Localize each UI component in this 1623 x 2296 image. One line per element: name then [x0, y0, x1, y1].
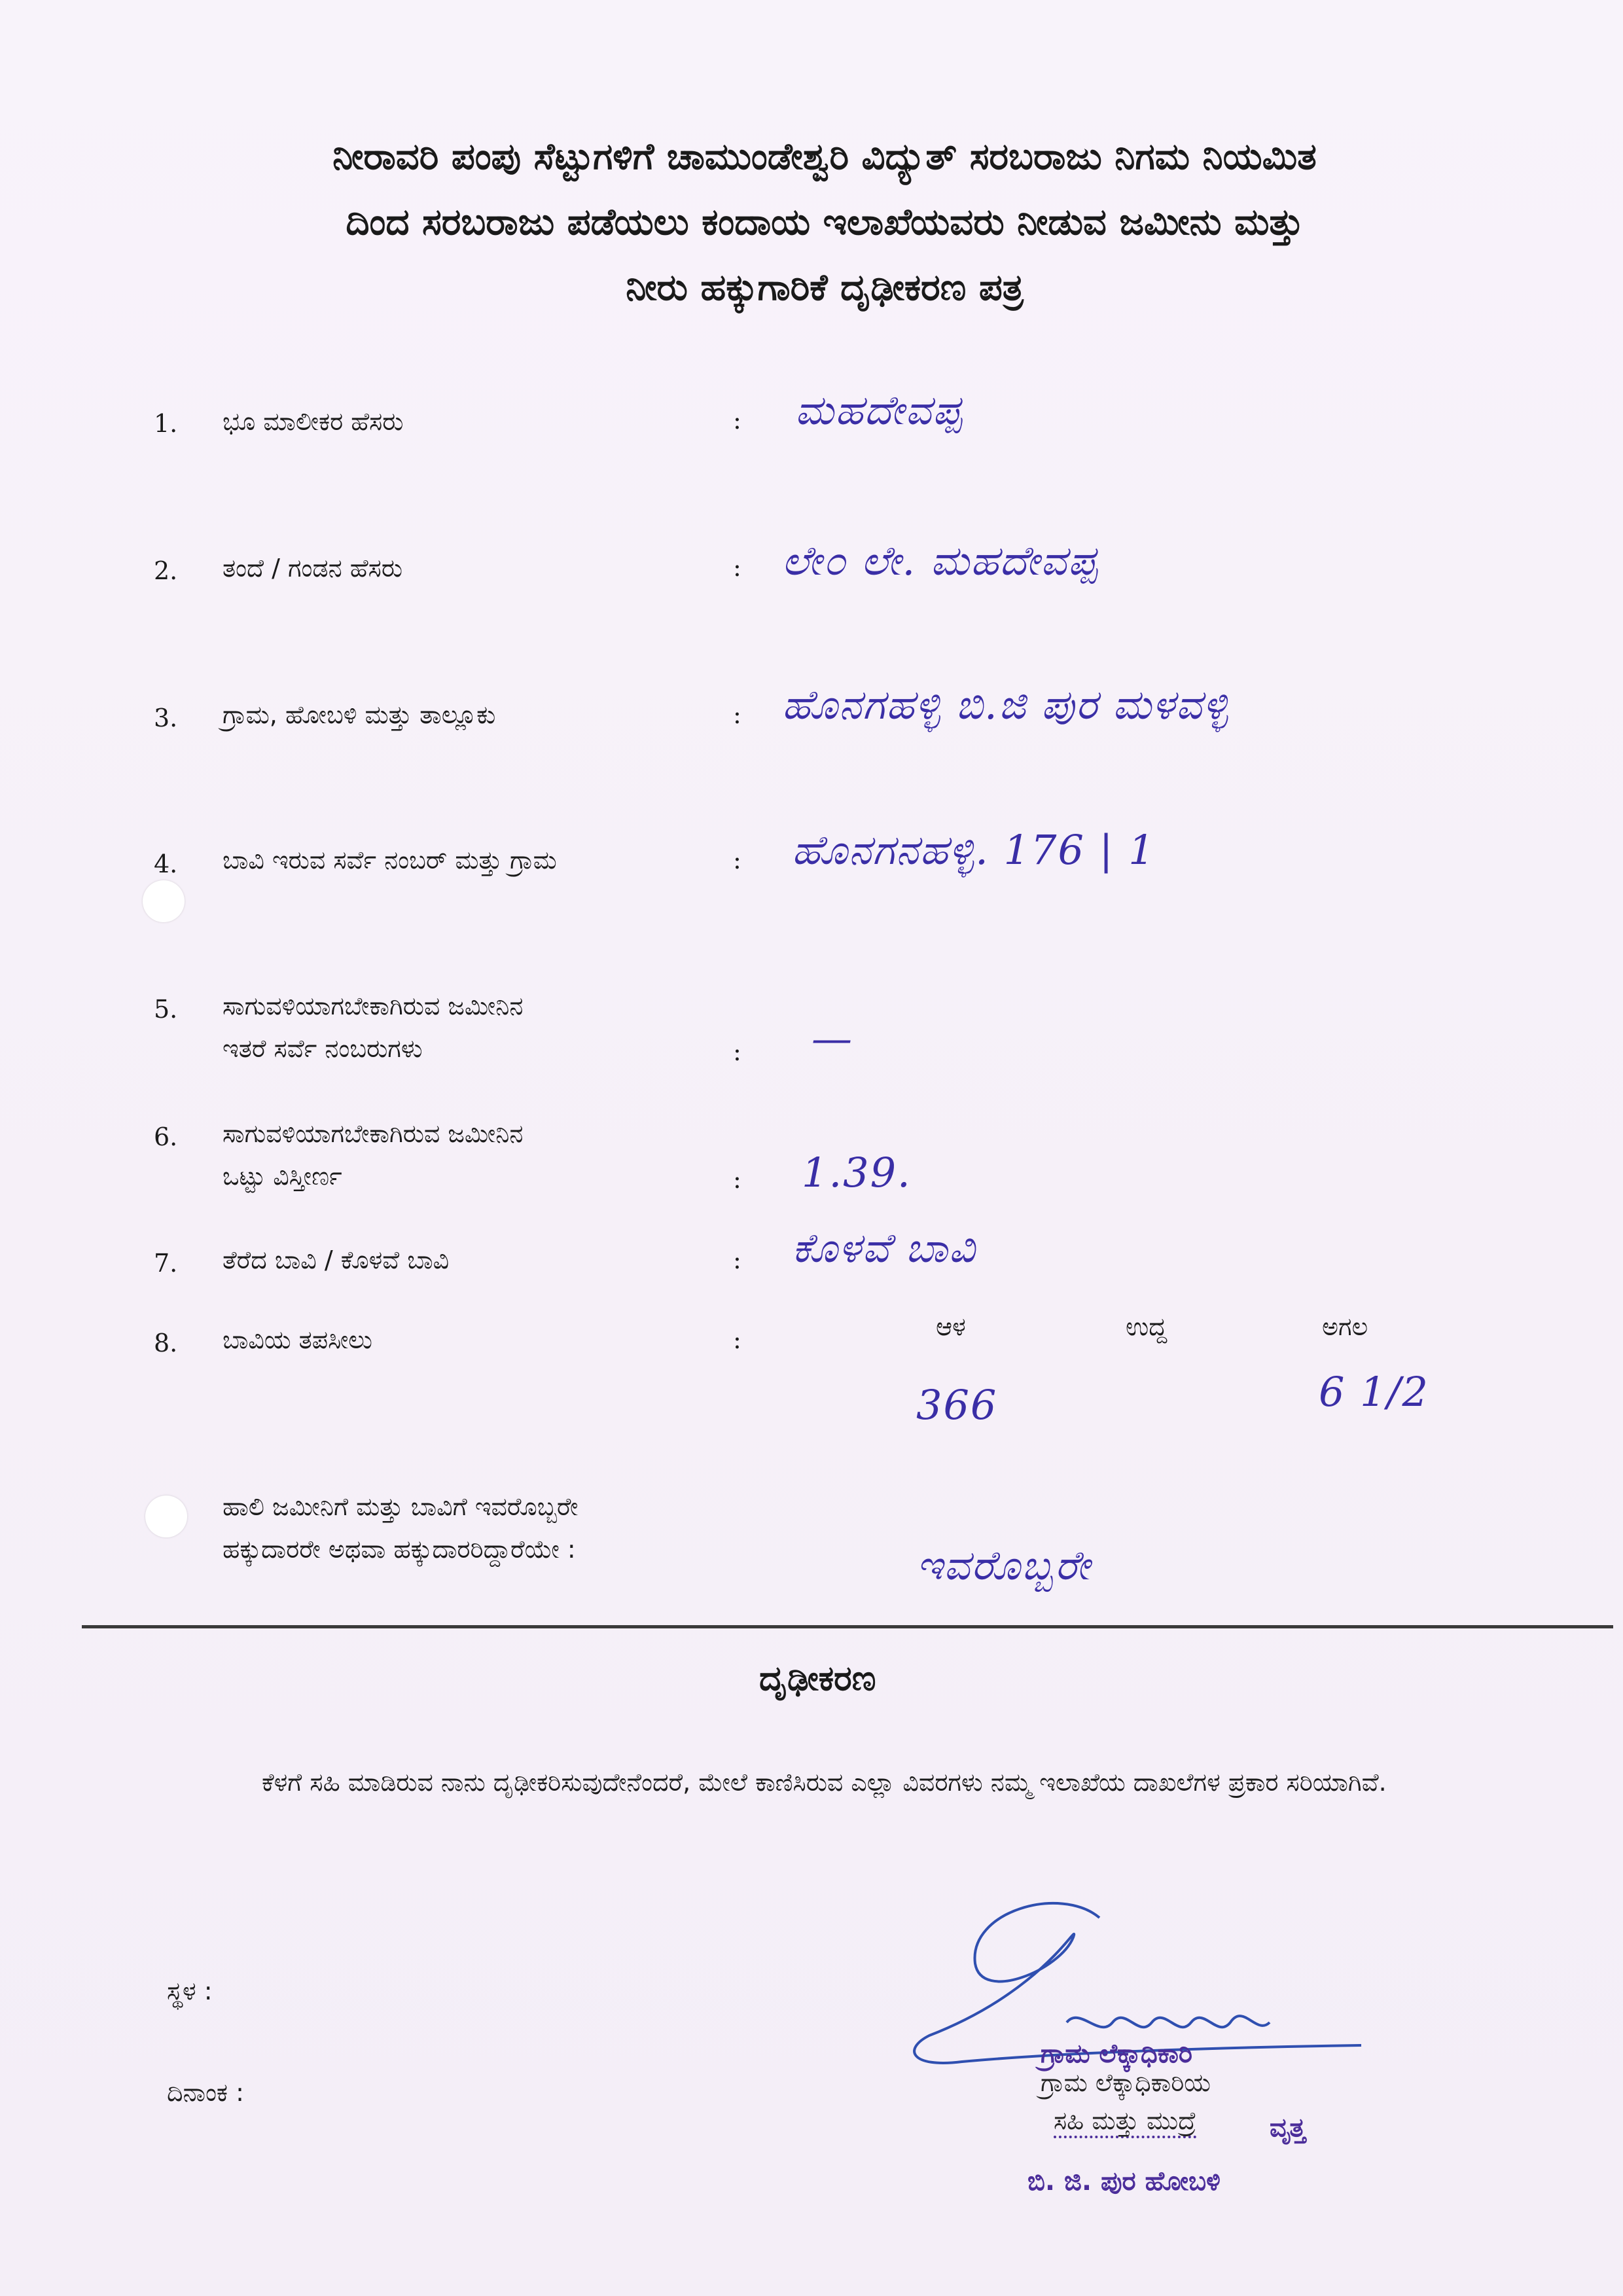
row-number: 6. [154, 1122, 178, 1151]
title-line-1: ನೀರಾವರಿ ಪಂಪು ಸೆಟ್ಟುಗಳಿಗೆ ಚಾಮುಂಡೇಶ್ವರಿ ವಿದ್ಯುತ್ ಸರಬರಾಜು ನಿಗಮ ನಿಯಮಿತ [332, 135, 1317, 178]
row-label: ಬಾವಿಯ ತಪಸೀಲು [223, 1325, 372, 1354]
date-label: ದಿನಾಂಕ : [167, 2078, 244, 2107]
row-label: ತೆರೆದ ಬಾವಿ / ಕೊಳವೆ ಬಾವಿ [223, 1246, 450, 1274]
document-title [118, 124, 1531, 321]
row-colon: : [733, 1246, 741, 1274]
depth-value: 366 [916, 1381, 998, 1429]
row-label: ತಂದೆ / ಗಂಡನ ಹೆಸರು [223, 554, 403, 583]
length-column-head: ಉದ್ದ [1126, 1312, 1168, 1341]
certification-heading: ದೃಢೀಕರಣ [759, 1659, 876, 1698]
title-line-3: ನೀರು ಹಕ್ಕುಗಾರಿಕೆ ದೃಢೀಕರಣ ಪತ್ರ [626, 266, 1024, 309]
ownership-label-line-1: ಹಾಲಿ ಜಮೀನಿಗೆ ಮತ್ತು ಬಾವಿಗೆ ಇವರೊಬ್ಬರೇ [223, 1492, 579, 1521]
row-colon: : [733, 406, 741, 435]
row-number: 4. [154, 850, 178, 878]
village-hobli-taluk-value: ಹೊನಗಹಳ್ಳಿ ಬಿ.ಜಿ ಪುರ ಮಳವಳ್ಳಿ [782, 681, 1230, 728]
owner-name-value: ಮಹದೇವಪ್ಪ [795, 386, 963, 434]
section-divider [82, 1625, 1613, 1628]
ownership-value: ಇವರೊಬ್ಬರೇ [916, 1541, 1092, 1589]
row-number: 3. [154, 704, 178, 732]
row-colon: : [733, 846, 741, 874]
row-colon: : [733, 1037, 741, 1066]
survey-number-value: ಹೊನಗನಹಳ್ಳಿ. 176 | 1 [792, 826, 1156, 874]
row-label: ಭೂ ಮಾಲೀಕರ ಹೆಸರು [223, 407, 404, 436]
width-value: 6 1/2 [1319, 1368, 1429, 1416]
row-label: ಬಾವಿ ಇರುವ ಸರ್ವೆ ನಂಬರ್ ಮತ್ತು ಗ್ರಾಮ [223, 846, 557, 874]
stamp-circle: ವೃತ್ತ [1270, 2113, 1306, 2143]
row-colon: : [733, 553, 741, 582]
certification-body: ಕೆಳಗೆ ಸಹಿ ಮಾಡಿರುವ ನಾನು ದೃಢೀಕರಿಸುವುದೇನೆಂದರೆ, ಮೇಲೆ ಕಾಣಿಸಿರುವ ಎಲ್ಲಾ ವಿವರಗಳು ನಮ್ಮ ಇಲಾಖೆಯ ದಾಖಲೆಗಳ ಪ್ರಕಾರ ಸರಿಯಾಗಿವೆ. [262, 1768, 1387, 1797]
row-number: 1. [154, 409, 178, 438]
stamp-designation: ಗ್ರಾಮ ಲೆಕ್ಕಾಧಿಕಾರಿ [1041, 2039, 1193, 2069]
row-colon: : [733, 700, 741, 729]
stamp-hobli: ಬಿ. ಜಿ. ಪುರ ಹೋಬಳಿ [1027, 2166, 1221, 2197]
depth-column-head: ಆಳ [936, 1312, 966, 1341]
father-name-value: ಲೇ೦ ಲೇ. ಮಹದೇವಪ್ಪ [782, 537, 1099, 584]
ownership-label-line-2: ಹಕ್ಕುದಾರರೇ ಅಥವಾ ಹಕ್ಕುದಾರರಿದ್ದಾರೆಯೇ : [223, 1535, 576, 1564]
punch-hole-top [143, 880, 185, 922]
place-label: ಸ್ಥಳ : [167, 1977, 213, 2005]
row-number: 5. [154, 995, 178, 1024]
row-number: 7. [154, 1249, 178, 1278]
row-label-line-1: ಸಾಗುವಳಿಯಾಗಬೇಕಾಗಿರುವ ಜಮೀನಿನ [223, 1119, 524, 1148]
row-label-line-2: ಇತರೆ ಸರ್ವೆ ನಂಬರುಗಳು [223, 1034, 423, 1063]
title-line-2: ದಿಂದ ಸರಬರಾಜು ಪಡೆಯಲು ಕಂದಾಯ ಇಲಾಖೆಯವರು ನೀಡುವ ಜಮೀನು ಮತ್ತು [346, 201, 1304, 243]
row-colon: : [733, 1165, 741, 1194]
punch-hole-bottom [145, 1496, 187, 1537]
row-label: ಗ್ರಾಮ, ಹೋಬಳಿ ಮತ್ತು ತಾಲ್ಲೂಕು [223, 700, 496, 729]
officer-label: ಗ್ರಾಮ ಲೆಕ್ಕಾಧಿಕಾರಿಯ [1041, 2068, 1211, 2097]
other-survey-numbers-value: — [812, 1014, 853, 1062]
total-area-value: 1.39. [802, 1149, 912, 1196]
seal-label: ಸಹಿ ಮತ್ತು ಮುದ್ರೆ [1054, 2106, 1196, 2138]
row-label-line-1: ಸಾಗುವಳಿಯಾಗಬೇಕಾಗಿರುವ ಜಮೀನಿನ [223, 992, 524, 1020]
row-number: 8. [154, 1329, 178, 1357]
well-type-value: ಕೊಳವೆ ಬಾವಿ [792, 1224, 976, 1272]
row-colon: : [733, 1325, 741, 1354]
width-column-head: ಅಗಲ [1322, 1312, 1368, 1341]
row-number: 2. [154, 556, 178, 585]
row-label-line-2: ಒಟ್ಟು ವಿಸ್ತೀರ್ಣ [223, 1162, 342, 1191]
